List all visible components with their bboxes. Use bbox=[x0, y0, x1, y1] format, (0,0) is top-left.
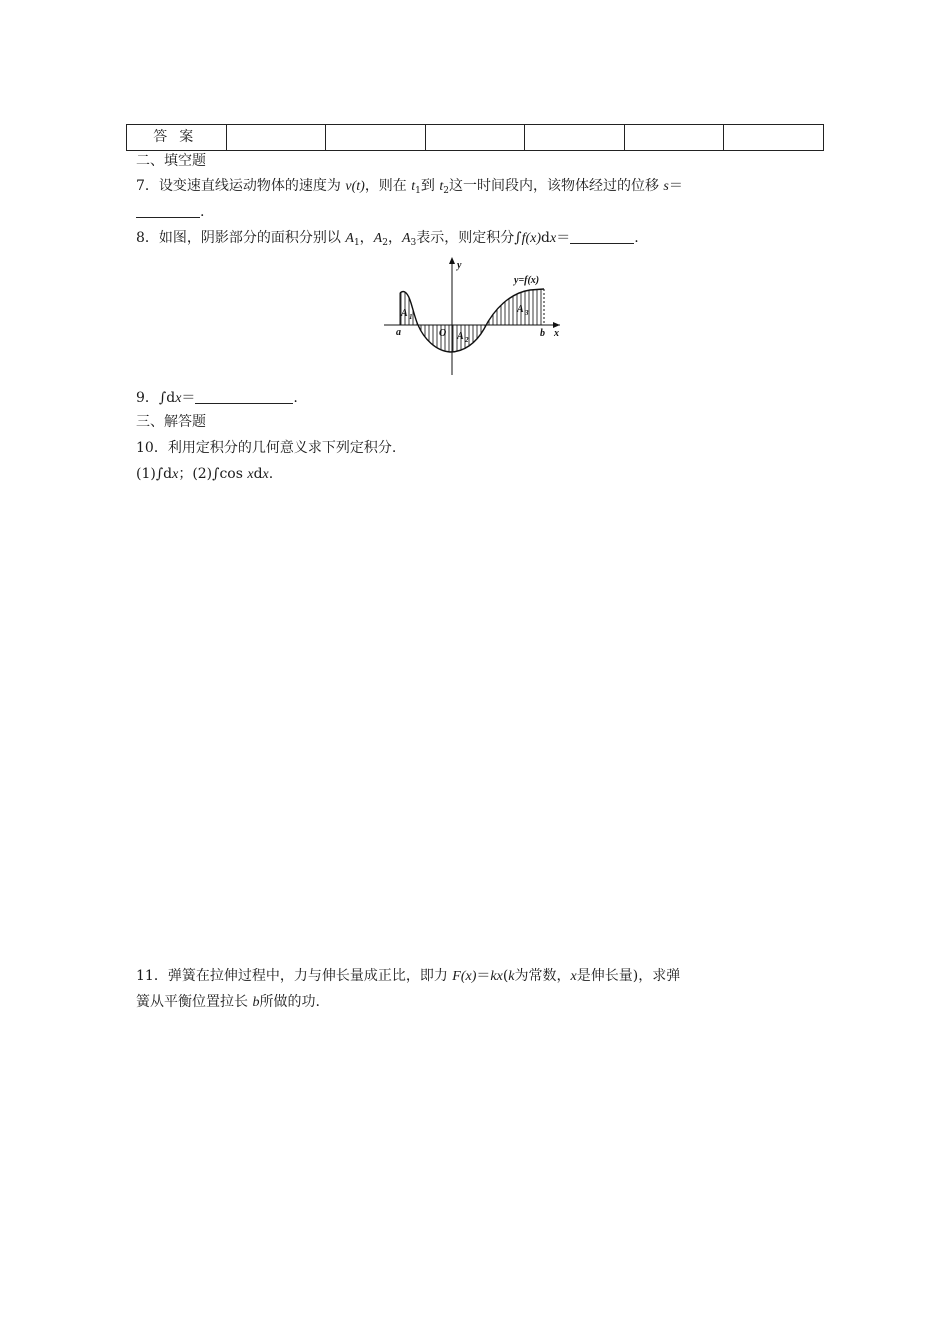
A1-sub-label: 1 bbox=[409, 313, 413, 321]
answer-cell bbox=[525, 125, 625, 151]
A1-label: A bbox=[401, 308, 408, 319]
A2-sub-label: 2 bbox=[465, 336, 469, 344]
answer-cell bbox=[724, 125, 824, 151]
q11-F: F bbox=[452, 969, 461, 984]
answer-cell bbox=[425, 125, 525, 151]
A2-label: A bbox=[457, 331, 464, 342]
q7-s: s bbox=[663, 179, 669, 194]
q8-comma-2: ， bbox=[387, 230, 402, 246]
q7-end: . bbox=[200, 204, 205, 220]
q7-t1-sub: 1 bbox=[415, 186, 421, 196]
q10-part-2-dx: x bbox=[262, 467, 269, 482]
q11-number: 11． bbox=[136, 968, 168, 984]
question-11-line-1 bbox=[136, 966, 680, 987]
b-label: b bbox=[540, 328, 545, 339]
q7-t1: t bbox=[411, 179, 416, 194]
A3-label: A bbox=[517, 304, 524, 315]
y-axis-label: y bbox=[457, 260, 462, 271]
answer-cell bbox=[226, 125, 326, 151]
q7-number: 7． bbox=[136, 178, 159, 194]
section-answer-heading: 三、解答题 bbox=[136, 414, 206, 430]
q11-eq: ＝ bbox=[476, 968, 491, 984]
area-figure bbox=[380, 253, 570, 379]
q8-comma-1: ， bbox=[359, 230, 374, 246]
q9-text: ∫d bbox=[158, 390, 176, 406]
q8-text-b: 表示，则定积分∫ bbox=[416, 230, 522, 246]
q11-line2-a: 簧从平衡位置拉长 bbox=[136, 994, 248, 1010]
q8-number: 8． bbox=[136, 230, 159, 246]
function-label: y=f(x) bbox=[514, 275, 540, 286]
q10-part-2: (2)∫cos bbox=[192, 466, 243, 482]
a-label: a bbox=[396, 327, 401, 338]
q7-eq: ＝ bbox=[668, 178, 683, 194]
q9-x: x bbox=[175, 391, 182, 406]
q8-A2: A bbox=[373, 231, 383, 246]
q11-k: k bbox=[508, 969, 515, 984]
q7-text-a: 设变速直线运动物体的速度为 bbox=[158, 178, 341, 194]
question-7-line-1 bbox=[136, 176, 683, 197]
q8-A1: A bbox=[345, 231, 354, 246]
q11-kx: kx bbox=[490, 969, 503, 984]
q7-t2: t bbox=[439, 179, 444, 194]
q8-A1-sub: 1 bbox=[353, 238, 360, 248]
q10-text: 利用定积分的几何意义求下列定积分. bbox=[167, 440, 397, 456]
q9-end: . bbox=[293, 390, 298, 406]
q8-fx-paren: (x) bbox=[525, 231, 541, 246]
q8-A2-sub: 2 bbox=[382, 238, 388, 248]
q11-lparen: ( bbox=[502, 968, 509, 984]
q10-part-1-x: x bbox=[172, 467, 179, 482]
question-11-line-2 bbox=[136, 992, 320, 1013]
q11-x: x bbox=[570, 969, 577, 984]
q10-separator: ； bbox=[178, 466, 193, 482]
q8-A3: A bbox=[401, 231, 411, 246]
q7-v: v bbox=[345, 179, 352, 194]
q10-number: 10． bbox=[136, 440, 168, 456]
question-9 bbox=[136, 388, 298, 409]
y-axis-arrow bbox=[449, 257, 455, 264]
q10-end: . bbox=[268, 466, 274, 482]
q10-part-1: (1)∫d bbox=[136, 466, 173, 482]
x-axis-label: x bbox=[554, 328, 559, 339]
answer-cell bbox=[326, 125, 426, 151]
q8-A3-sub: 3 bbox=[410, 238, 417, 248]
question-10-parts bbox=[136, 464, 273, 485]
q10-part-2-d: d bbox=[253, 466, 263, 482]
q7-text-b: ，则在 bbox=[364, 178, 407, 194]
q11-line2-b: 所做的功. bbox=[259, 994, 320, 1010]
origin-label: O bbox=[439, 328, 447, 339]
question-8 bbox=[136, 228, 639, 249]
A3-sub-label: 3 bbox=[525, 309, 529, 317]
q10-part-2-x: x bbox=[247, 467, 254, 482]
q7-text-c: 到 bbox=[420, 178, 435, 194]
q9-eq: ＝ bbox=[181, 390, 196, 406]
section-fill-heading: 二、填空题 bbox=[136, 153, 206, 169]
answer-table-header: 答案 bbox=[127, 125, 227, 151]
q11-text-c: 是伸长量)，求弹 bbox=[576, 968, 681, 984]
q8-answer-blank[interactable] bbox=[570, 229, 634, 244]
q8-f: f bbox=[521, 231, 526, 246]
q8-eq: ＝ bbox=[556, 230, 571, 246]
q8-x: x bbox=[549, 231, 557, 246]
q7-t-paren: (t) bbox=[351, 179, 365, 194]
q8-d: d bbox=[541, 230, 550, 246]
answer-table bbox=[126, 124, 824, 151]
q11-F-paren: (x) bbox=[460, 969, 477, 984]
area-figure-svg bbox=[380, 253, 570, 379]
q8-text-a: 如图，阴影部分的面积分别以 bbox=[158, 230, 341, 246]
q11-b: b bbox=[252, 995, 260, 1010]
q11-text-b: 为常数， bbox=[514, 968, 571, 984]
q9-number: 9． bbox=[136, 390, 159, 406]
answer-cell bbox=[624, 125, 724, 151]
q8-end: . bbox=[634, 230, 639, 246]
q9-answer-blank[interactable] bbox=[195, 389, 293, 404]
q11-text-a: 弹簧在拉伸过程中，力与伸长量成正比，即力 bbox=[167, 968, 448, 984]
q7-t2-sub: 2 bbox=[443, 186, 449, 196]
question-10 bbox=[136, 438, 396, 458]
question-7-line-2 bbox=[136, 202, 204, 222]
q7-answer-blank[interactable] bbox=[136, 203, 200, 218]
q7-text-d: 这一时间段内，该物体经过的位移 bbox=[448, 178, 659, 194]
